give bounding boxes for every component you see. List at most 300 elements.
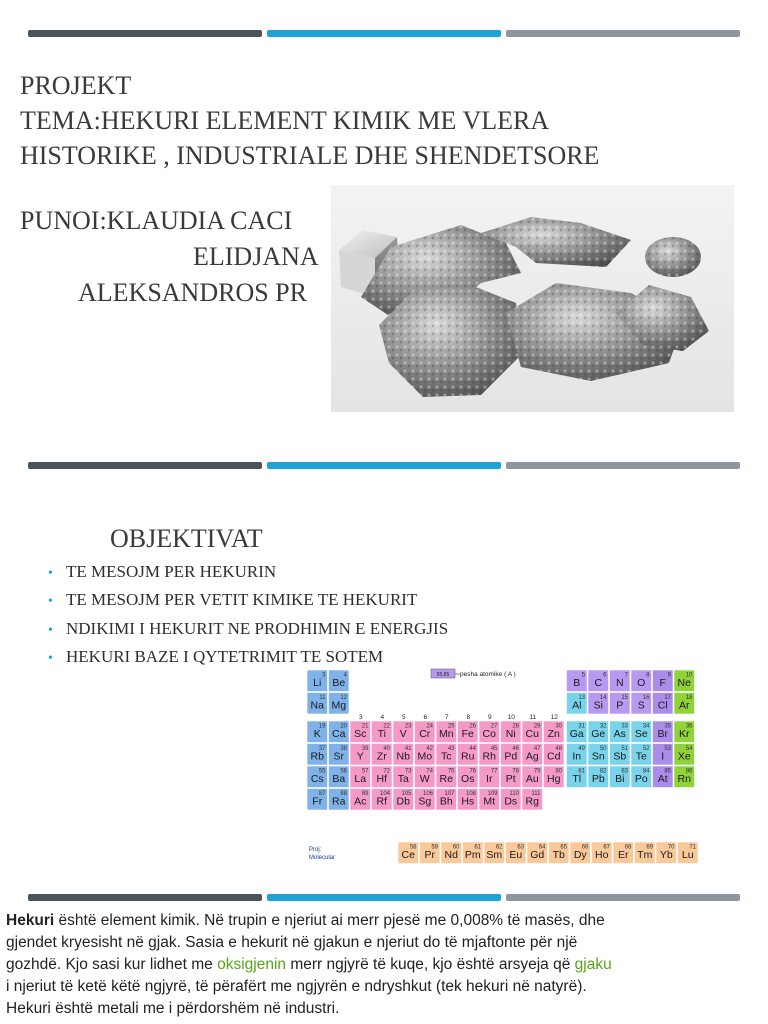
element-symbol: Pr bbox=[424, 849, 435, 861]
element-cell-S bbox=[631, 693, 652, 715]
element-symbol: Ne bbox=[677, 677, 691, 689]
divider-bar-dark bbox=[28, 894, 262, 901]
atomic-number: 104 bbox=[379, 791, 390, 797]
atomic-number: 53 bbox=[664, 746, 671, 752]
element-cell-At bbox=[653, 766, 674, 788]
element-cell-Sn bbox=[588, 744, 609, 766]
atomic-number: 65 bbox=[560, 844, 567, 851]
divider-bar-blue bbox=[267, 30, 501, 37]
element-cell-K bbox=[307, 721, 328, 743]
slide-title bbox=[20, 68, 599, 173]
atomic-number: 77 bbox=[490, 768, 498, 775]
element-symbol: Ho bbox=[595, 849, 609, 861]
element-cell-Ru bbox=[458, 744, 479, 766]
element-cell-Pm bbox=[463, 842, 484, 864]
divider-bar-dark bbox=[28, 30, 262, 37]
element-symbol: Db bbox=[396, 795, 410, 808]
element-symbol: Cs bbox=[310, 773, 324, 785]
element-symbol: Hs bbox=[461, 795, 475, 808]
element-symbol: Bi bbox=[615, 773, 625, 785]
element-symbol: Cd bbox=[547, 750, 561, 763]
element-symbol: Sn bbox=[591, 750, 605, 763]
element-cell-Bi bbox=[610, 766, 631, 788]
atomic-number: 51 bbox=[621, 746, 628, 752]
paragraph-text: është element kimik. Në trupin e njeriut ai merr pjesë me 0,008% të masës, dhe gjendet kryesisht në gjak. Sasia e hekurit në gjakun e njeriut do të mjaftonte për një gozhdë. Kjo sasi kur lidhet me bbox=[6, 912, 605, 973]
element-symbol: P bbox=[616, 699, 624, 712]
element-cell-Db bbox=[393, 789, 414, 811]
element-cell-Zr bbox=[372, 744, 393, 766]
element-cell-Tb bbox=[549, 842, 570, 864]
link-gjaku[interactable]: gjaku bbox=[574, 956, 612, 973]
element-cell-Xe bbox=[674, 744, 695, 766]
list-item bbox=[48, 588, 448, 616]
atomic-number: 68 bbox=[624, 844, 632, 851]
element-symbol: Rf bbox=[376, 795, 387, 808]
atomic-number: 107 bbox=[444, 791, 455, 797]
atomic-number: 19 bbox=[318, 723, 326, 730]
atomic-number: 75 bbox=[447, 768, 455, 775]
divider-bar-grey bbox=[506, 894, 740, 901]
element-symbol: Rh bbox=[482, 750, 496, 763]
atomic-number: 22 bbox=[383, 723, 390, 730]
list-item bbox=[48, 560, 448, 588]
atomic-number: 89 bbox=[361, 791, 369, 797]
element-symbol: Hf bbox=[376, 773, 387, 785]
atomic-number: 66 bbox=[581, 844, 589, 851]
element-cell-Ti bbox=[372, 721, 393, 743]
element-symbol: Re bbox=[439, 773, 453, 785]
element-cell-Hs bbox=[458, 789, 479, 811]
atomic-number: 42 bbox=[426, 746, 433, 752]
atomic-number: 34 bbox=[642, 723, 650, 730]
atomic-number: 16 bbox=[642, 695, 650, 701]
element-cell-Sm bbox=[484, 842, 505, 864]
iron-metal-photo bbox=[331, 185, 734, 412]
atomic-number: 31 bbox=[578, 723, 585, 730]
atomic-number: 84 bbox=[642, 768, 650, 775]
element-cell-Mt bbox=[479, 789, 500, 811]
element-symbol: Rn bbox=[677, 773, 691, 785]
element-cell-Ds bbox=[501, 789, 522, 811]
element-symbol: Dy bbox=[573, 849, 587, 861]
atomic-number: 11 bbox=[319, 695, 326, 701]
atomic-number: 47 bbox=[533, 746, 541, 752]
element-cell-Au bbox=[522, 766, 543, 788]
atomic-number: 60 bbox=[452, 844, 460, 851]
element-symbol: Zn bbox=[547, 728, 560, 740]
element-symbol: Pt bbox=[505, 773, 516, 785]
paragraph-bold-term: Hekuri bbox=[6, 912, 55, 929]
atomic-number: 7 bbox=[624, 672, 628, 679]
atomic-number: 26 bbox=[469, 723, 476, 730]
element-symbol: Ge bbox=[591, 728, 606, 740]
atomic-number: 27 bbox=[490, 723, 498, 730]
element-cell-Mn bbox=[436, 721, 457, 743]
atomic-number: 17 bbox=[664, 695, 671, 701]
atomic-number: 76 bbox=[469, 768, 476, 775]
atomic-number: 23 bbox=[404, 723, 412, 730]
element-cell-Ar bbox=[674, 693, 695, 715]
group-number: 7 bbox=[444, 714, 449, 721]
element-symbol: Sr bbox=[333, 750, 344, 763]
element-cell-Hg bbox=[544, 766, 565, 788]
element-cell-Zn bbox=[544, 721, 565, 743]
element-symbol: Er bbox=[618, 849, 629, 861]
element-cell-Gd bbox=[527, 842, 548, 864]
atomic-number: 40 bbox=[383, 746, 390, 752]
atomic-number: 105 bbox=[401, 791, 412, 797]
iron-pieces-illustration bbox=[331, 185, 734, 412]
atomic-number: 64 bbox=[538, 844, 546, 851]
element-symbol: At bbox=[657, 773, 668, 785]
element-symbol: Ds bbox=[504, 795, 518, 808]
element-cell-Yb bbox=[656, 842, 677, 864]
element-cell-Ga bbox=[567, 721, 588, 743]
group-number: 4 bbox=[380, 714, 385, 721]
element-cell-Rb bbox=[307, 744, 328, 766]
element-symbol: Cl bbox=[657, 699, 668, 712]
element-cell-Pb bbox=[588, 766, 609, 788]
element-symbol: Mo bbox=[417, 750, 433, 763]
atomic-number: 52 bbox=[642, 746, 650, 752]
group-number: 12 bbox=[550, 714, 558, 721]
element-symbol: Ca bbox=[332, 728, 346, 740]
element-symbol: Tl bbox=[572, 773, 582, 785]
atomic-number: 45 bbox=[490, 746, 498, 752]
element-cell-Er bbox=[613, 842, 634, 864]
element-cell-Re bbox=[436, 766, 457, 788]
element-cell-Pt bbox=[501, 766, 522, 788]
element-cell-Rn bbox=[674, 766, 695, 788]
element-symbol: Te bbox=[635, 750, 647, 763]
element-symbol: Sm bbox=[486, 849, 503, 861]
atomic-number: 18 bbox=[685, 695, 693, 701]
atomic-number: 108 bbox=[465, 791, 476, 797]
element-cell-Po bbox=[631, 766, 652, 788]
element-symbol: Cr bbox=[419, 728, 431, 740]
atomic-number: 13 bbox=[578, 695, 585, 701]
paragraph-text: i njeriut të ketë këtë ngjyrë, të përafërt me ngjyrën e ndryshkut (tek hekuri në natyrë). Hekuri është metali me i përdorshëm në industri. bbox=[6, 978, 587, 1017]
element-cell-Co bbox=[479, 721, 500, 743]
element-cell-Cs bbox=[307, 766, 328, 788]
atomic-number: 67 bbox=[603, 844, 610, 851]
atomic-number: 35 bbox=[664, 723, 671, 730]
divider-bar-grey bbox=[506, 30, 740, 37]
atomic-number: 61 bbox=[474, 844, 481, 851]
element-symbol: Mt bbox=[483, 795, 496, 808]
element-symbol: Mg bbox=[331, 699, 347, 712]
objectives-heading: OBJEKTIVAT bbox=[110, 524, 263, 553]
atomic-number: 37 bbox=[318, 746, 326, 752]
element-cell-Hf bbox=[372, 766, 393, 788]
element-cell-Pr bbox=[420, 842, 441, 864]
atomic-number: 58 bbox=[409, 844, 417, 851]
element-symbol: Pb bbox=[591, 773, 605, 785]
legend-label: pesha atomike ( A ) bbox=[460, 671, 516, 678]
atomic-number: 49 bbox=[578, 746, 585, 752]
atomic-number: 36 bbox=[685, 723, 693, 730]
element-cell-Lu bbox=[678, 842, 699, 864]
element-cell-Be bbox=[329, 670, 350, 692]
element-symbol: Kr bbox=[679, 728, 690, 740]
element-cell-V bbox=[393, 721, 414, 743]
atomic-number: 29 bbox=[533, 723, 541, 730]
element-cell-B bbox=[567, 670, 588, 692]
group-number: 8 bbox=[466, 714, 471, 721]
atomic-number: 43 bbox=[447, 746, 455, 752]
table-footer-label: Molecular bbox=[309, 855, 336, 861]
element-cell-Ca bbox=[329, 721, 350, 743]
element-symbol: Ra bbox=[332, 795, 346, 808]
element-cell-Ir bbox=[479, 766, 500, 788]
element-cell-As bbox=[610, 721, 631, 743]
element-symbol: Ac bbox=[354, 795, 367, 808]
element-symbol: Xe bbox=[677, 750, 691, 763]
element-cell-Ba bbox=[329, 766, 350, 788]
element-cell-P bbox=[610, 693, 631, 715]
element-cell-Dy bbox=[570, 842, 591, 864]
element-cell-Ni bbox=[501, 721, 522, 743]
atomic-number: 46 bbox=[512, 746, 519, 752]
atomic-number: 88 bbox=[340, 791, 347, 797]
atomic-number: 79 bbox=[533, 768, 541, 775]
element-symbol: Sb bbox=[613, 750, 627, 763]
element-cell-Cd bbox=[544, 744, 565, 766]
atomic-number: 55 bbox=[318, 768, 326, 775]
element-cell-Os bbox=[458, 766, 479, 788]
atomic-number: 54 bbox=[685, 746, 693, 752]
element-symbol: Lu bbox=[681, 849, 694, 861]
element-symbol: Ag bbox=[525, 750, 539, 763]
element-symbol: Ni bbox=[505, 728, 516, 740]
element-cell-Sc bbox=[350, 721, 371, 743]
element-cell-Li bbox=[307, 670, 328, 692]
element-symbol: Sc bbox=[354, 728, 367, 740]
element-cell-Ta bbox=[393, 766, 414, 788]
title-line: PROJEKT bbox=[20, 71, 132, 100]
element-cell-Rf bbox=[372, 789, 393, 811]
author-line: ELIDJANA bbox=[193, 242, 319, 271]
periodic-table-image bbox=[307, 668, 699, 866]
atomic-number: 72 bbox=[383, 768, 390, 775]
element-symbol: Ga bbox=[569, 728, 584, 740]
atomic-number: 73 bbox=[404, 768, 412, 775]
element-cell-Eu bbox=[506, 842, 527, 864]
element-cell-Sg bbox=[415, 789, 436, 811]
element-symbol: Ir bbox=[486, 773, 493, 785]
bullet-icon: • bbox=[48, 650, 53, 666]
element-cell-Tc bbox=[436, 744, 457, 766]
atomic-number: 83 bbox=[621, 768, 628, 775]
element-cell-Fe bbox=[458, 721, 479, 743]
element-cell-Bh bbox=[436, 789, 457, 811]
element-symbol: Tc bbox=[441, 750, 452, 763]
atomic-number: 86 bbox=[685, 768, 693, 775]
element-cell-Mg bbox=[329, 693, 350, 715]
element-cell-Sb bbox=[610, 744, 631, 766]
element-cell-O bbox=[631, 670, 652, 692]
element-symbol: S bbox=[637, 699, 645, 712]
element-symbol: Rb bbox=[310, 750, 324, 763]
atomic-number: 62 bbox=[495, 844, 503, 851]
element-cell-W bbox=[415, 766, 436, 788]
atomic-number: 69 bbox=[646, 844, 653, 851]
atomic-number: 10 bbox=[685, 672, 693, 679]
element-symbol: In bbox=[572, 750, 582, 763]
atomic-number: 33 bbox=[621, 723, 628, 730]
element-cell-Ac bbox=[350, 789, 371, 811]
bullet-text: HEKURI BAZE I QYTETRIMIT TE SOTEM bbox=[66, 646, 384, 666]
atomic-number: 32 bbox=[599, 723, 607, 730]
element-symbol: Na bbox=[310, 699, 324, 712]
element-cell-Al bbox=[567, 693, 588, 715]
element-cell-Rh bbox=[479, 744, 500, 766]
element-cell-Nb bbox=[393, 744, 414, 766]
periodic-table bbox=[307, 668, 699, 866]
atomic-number: 57 bbox=[361, 768, 369, 775]
element-symbol: Rg bbox=[525, 795, 539, 808]
element-symbol: Ta bbox=[397, 773, 409, 785]
element-symbol: Ar bbox=[679, 699, 690, 712]
element-symbol: Br bbox=[657, 728, 668, 740]
atomic-number: 8 bbox=[646, 672, 650, 679]
divider-bar-blue bbox=[267, 462, 501, 469]
element-symbol: Ti bbox=[377, 728, 386, 740]
element-cell-Ra bbox=[329, 789, 350, 811]
element-symbol: Cu bbox=[525, 728, 539, 740]
element-cell-Ne bbox=[674, 670, 695, 692]
element-symbol: Pm bbox=[464, 849, 481, 861]
element-symbol: As bbox=[613, 728, 626, 740]
element-symbol: Si bbox=[593, 699, 603, 712]
element-cell-N bbox=[610, 670, 631, 692]
atomic-number: 87 bbox=[318, 791, 326, 797]
element-symbol: Ru bbox=[461, 750, 475, 763]
list-item bbox=[48, 617, 448, 645]
element-symbol: Os bbox=[461, 773, 475, 785]
element-symbol: Y bbox=[356, 750, 364, 763]
atomic-number: 82 bbox=[599, 768, 607, 775]
element-symbol: W bbox=[419, 773, 430, 785]
element-cell-Y bbox=[350, 744, 371, 766]
element-cell-Tl bbox=[567, 766, 588, 788]
element-cell-Tm bbox=[635, 842, 656, 864]
atomic-number: 81 bbox=[578, 768, 585, 775]
element-cell-Te bbox=[631, 744, 652, 766]
element-cell-Cr bbox=[415, 721, 436, 743]
element-symbol: Au bbox=[525, 773, 539, 785]
atomic-number: 110 bbox=[509, 791, 519, 797]
element-cell-Mo bbox=[415, 744, 436, 766]
element-cell-Ge bbox=[588, 721, 609, 743]
element-cell-Si bbox=[588, 693, 609, 715]
atomic-number: 28 bbox=[512, 723, 519, 730]
paragraph-text: merr ngjyrë të kuqe, kjo është arsyeja që bbox=[286, 956, 575, 973]
element-cell-La bbox=[350, 766, 371, 788]
atomic-number: 14 bbox=[599, 695, 607, 701]
element-cell-C bbox=[588, 670, 609, 692]
atomic-number: 38 bbox=[340, 746, 347, 752]
author-line: ALEKSANDROS PR bbox=[78, 278, 307, 307]
element-symbol: Fe bbox=[461, 728, 474, 740]
element-symbol: F bbox=[659, 677, 666, 689]
element-cell-Nd bbox=[441, 842, 462, 864]
atomic-number: 56 bbox=[340, 768, 347, 775]
atomic-number: 109 bbox=[487, 791, 498, 797]
author-line: PUNOI:KLAUDIA CACI bbox=[20, 206, 293, 235]
group-number: 6 bbox=[423, 714, 428, 721]
element-symbol: Ba bbox=[332, 773, 346, 785]
element-cell-F bbox=[653, 670, 674, 692]
element-symbol: Li bbox=[313, 677, 322, 689]
atomic-number: 39 bbox=[361, 746, 369, 752]
atomic-number: 21 bbox=[361, 723, 369, 730]
element-symbol: Hg bbox=[547, 773, 561, 785]
atomic-number: 20 bbox=[340, 723, 347, 730]
atomic-number: 3 bbox=[322, 672, 326, 679]
element-symbol: Gd bbox=[530, 849, 545, 861]
element-cell-Ho bbox=[592, 842, 613, 864]
atomic-number: 9 bbox=[667, 672, 671, 679]
table-footer-label: Proj: bbox=[309, 847, 322, 853]
element-cell-Se bbox=[631, 721, 652, 743]
atomic-number: 24 bbox=[426, 723, 433, 730]
objectives-list bbox=[48, 560, 448, 673]
element-symbol: I bbox=[661, 750, 665, 763]
atomic-number: 50 bbox=[599, 746, 607, 752]
element-cell-I bbox=[653, 744, 674, 766]
element-cell-Fr bbox=[307, 789, 328, 811]
group-number: 5 bbox=[401, 714, 406, 721]
element-symbol: Mn bbox=[438, 728, 454, 740]
iron-description-paragraph bbox=[6, 910, 616, 1020]
atomic-number: 5 bbox=[581, 672, 585, 679]
title-line: TEMA:HEKURI ELEMENT KIMIK ME VLERA bbox=[20, 106, 550, 135]
element-cell-Pd bbox=[501, 744, 522, 766]
bullet-text: TE MESOJM PER VETIT KIMIKE TE HEKURIT bbox=[66, 590, 418, 610]
element-symbol: C bbox=[594, 677, 603, 689]
element-symbol: Be bbox=[332, 677, 346, 689]
atomic-number: 71 bbox=[689, 844, 696, 851]
element-symbol: Fr bbox=[312, 795, 323, 808]
element-symbol: Yb bbox=[659, 849, 673, 861]
atomic-number: 74 bbox=[426, 768, 433, 775]
element-cell-Br bbox=[653, 721, 674, 743]
group-number: 10 bbox=[507, 714, 515, 721]
element-symbol: Co bbox=[482, 728, 496, 740]
element-symbol: N bbox=[615, 677, 624, 689]
divider-bar-blue bbox=[267, 894, 501, 901]
element-cell-Ce bbox=[398, 842, 419, 864]
atomic-number: 70 bbox=[667, 844, 675, 851]
atomic-number: 4 bbox=[343, 672, 347, 679]
atomic-number: 111 bbox=[531, 791, 541, 797]
group-number: 9 bbox=[487, 714, 492, 721]
atomic-number: 6 bbox=[603, 672, 607, 679]
element-symbol: Po bbox=[634, 773, 648, 785]
atomic-number: 48 bbox=[555, 746, 562, 752]
link-oksigjenin[interactable]: oksigjenin bbox=[217, 956, 287, 973]
bullet-text: TE MESOJM PER HEKURIN bbox=[66, 562, 277, 581]
element-symbol: Nd bbox=[444, 849, 458, 861]
element-cell-Sr bbox=[329, 744, 350, 766]
atomic-number: 80 bbox=[555, 768, 562, 775]
bullet-icon: • bbox=[48, 594, 53, 610]
atomic-number: 25 bbox=[447, 723, 455, 730]
group-number: 11 bbox=[529, 714, 537, 721]
element-symbol: Eu bbox=[509, 849, 523, 861]
bullet-icon: • bbox=[48, 622, 53, 638]
